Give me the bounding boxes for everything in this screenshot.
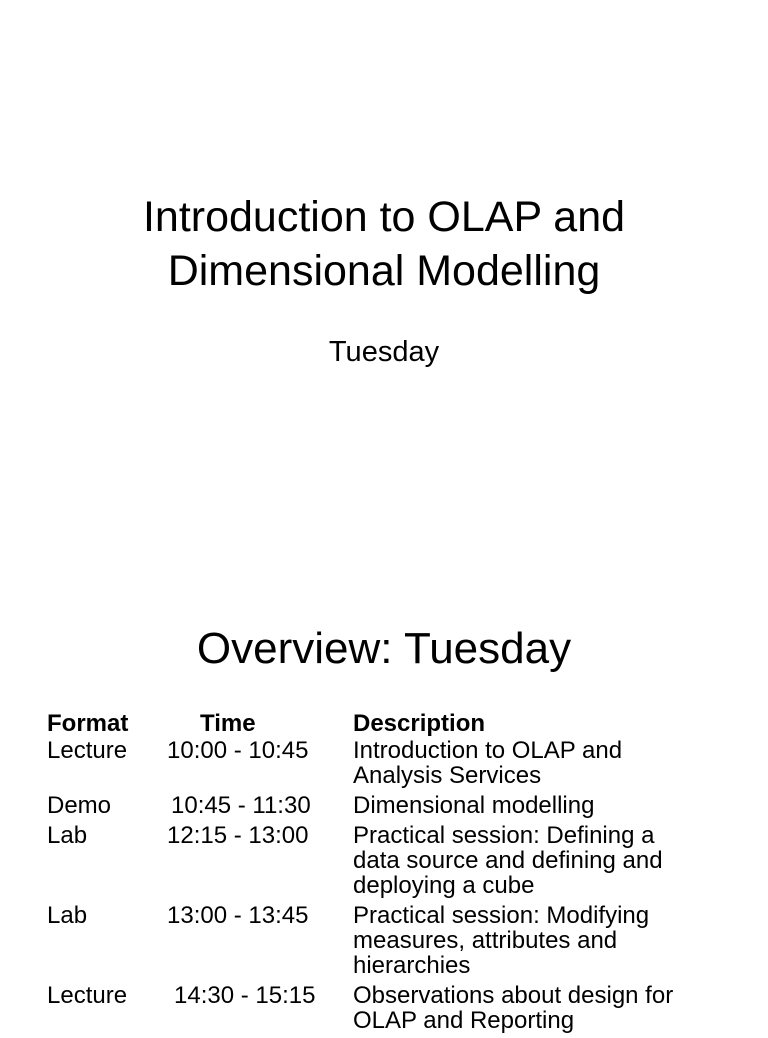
row-format: Lab (47, 822, 88, 849)
row-time: 10:00 - 10:45 (167, 737, 309, 764)
header-description: Description (353, 710, 486, 737)
slide-subtitle: Tuesday (328, 336, 440, 368)
header-time: Time (200, 710, 256, 737)
row-description (353, 738, 713, 788)
description-line: hierarchies (353, 952, 471, 979)
description-line: Dimensional modelling (353, 792, 595, 819)
slide-title-line-1: Introduction to OLAP and (142, 193, 626, 241)
schedule-header-row (47, 711, 747, 736)
description-line: data source and defining and (353, 847, 663, 874)
schedule-row (47, 903, 747, 978)
row-time: 14:30 - 15:15 (174, 982, 316, 1009)
description-line: measures, attributes and (353, 927, 618, 954)
row-time: 13:00 - 13:45 (167, 902, 309, 929)
header-format: Format (47, 710, 129, 737)
schedule-row (47, 738, 747, 788)
schedule-table (47, 711, 747, 1038)
description-line: Practical session: Defining a (353, 822, 655, 849)
overview-heading: Overview: Tuesday (196, 624, 572, 673)
row-time: 12:15 - 13:00 (167, 822, 309, 849)
row-description (353, 793, 713, 818)
row-description (353, 903, 713, 978)
row-description (353, 823, 713, 898)
description-line: OLAP and Reporting (353, 1007, 575, 1034)
schedule-row (47, 983, 747, 1033)
row-format: Lecture (47, 982, 128, 1009)
row-format: Demo (47, 792, 112, 819)
description-line: Analysis Services (353, 762, 542, 789)
slide-title (0, 190, 768, 298)
slide-title-line-2: Dimensional Modelling (167, 247, 601, 295)
row-format: Lab (47, 902, 88, 929)
schedule-row (47, 823, 747, 898)
description-line: Practical session: Modifying (353, 902, 650, 929)
description-line: Introduction to OLAP and (353, 737, 623, 764)
description-line: Observations about design for (353, 982, 674, 1009)
row-description (353, 983, 713, 1033)
row-time: 10:45 - 11:30 (171, 792, 311, 819)
schedule-row (47, 793, 747, 818)
description-line: deploying a cube (353, 872, 535, 899)
row-format: Lecture (47, 737, 128, 764)
